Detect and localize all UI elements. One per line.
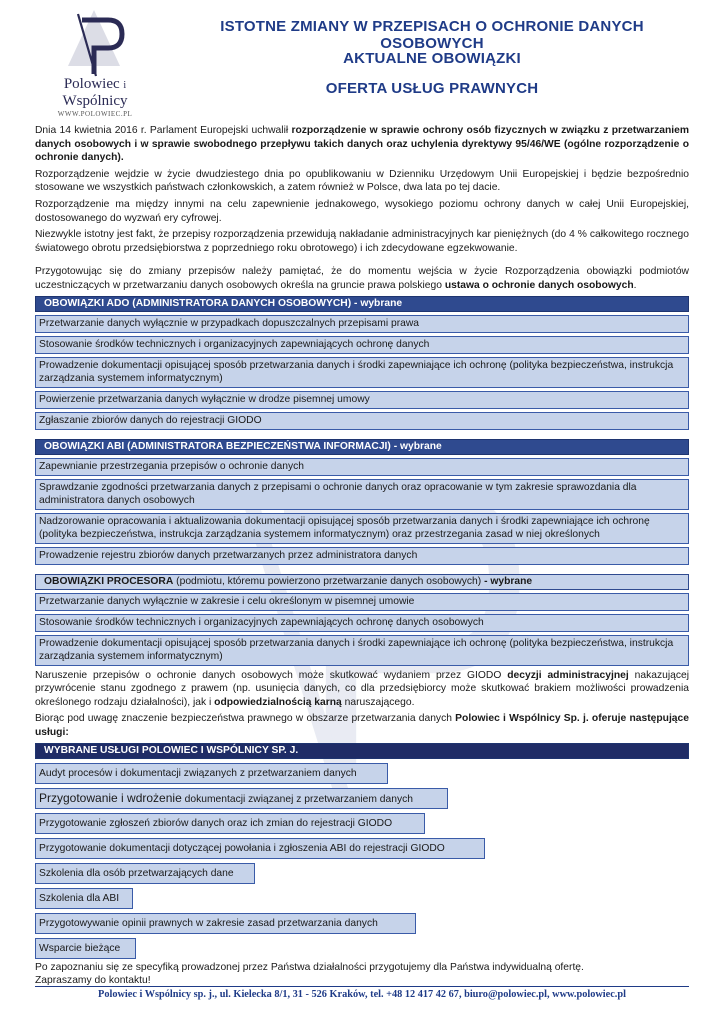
offer-intro-paragraph: Biorąc pod uwagę znaczenie bezpieczeństwa prawnego w obszarze przetwarzania danych Polowiec i Wspólnicy Sp. j. oferuje następujące usługi: <box>35 713 689 738</box>
intro-paragraph-2: Rozporządzenie wejdzie w życie dwudziestego dnia po opublikowaniu w Dzienniku Urzędowym Unii Europejskiej i będzie bezpośrednio stosowane we wszystkich państwach członkowskich, a zatem również w Polsce, dwa lata po tej dacie. <box>35 168 689 194</box>
logo-brand-text: Polowiec i Wspólnicy <box>62 76 128 109</box>
intro-paragraph-4: Niezwykle istotny jest fakt, że przepisy rozporządzenia przewidują nakładanie administracyjnych kar pieniężnych (do 4 % całkowitego rocznego światowego obrotu przedsiębiorstwa z poprzedniego roku obrotowego) i ich zdecydowane egzekwowanie. <box>35 229 689 254</box>
abi-header: OBOWIĄZKI ABI (ADMINISTRATORA BEZPIECZEŃSTWA INFORMACJI) - wybrane <box>35 439 689 455</box>
intro-paragraph-3: Rozporządzenie ma między innymi na celu zapewnienie jednakowego, wysokiego poziomu ochrony danych w całej Unii Europejskiej, dostosowanego do wyzwań ery cyfrowej. <box>35 198 689 224</box>
document-body <box>35 124 689 991</box>
logo-p-mark-icon <box>58 8 132 78</box>
subtitle-obligations: AKTUALNE OBOWIĄZKI <box>343 50 521 67</box>
service-item: Przygotowanie dokumentacji dotyczącej powołania i zgłoszenia ABI do rejestracji GIODO <box>35 838 485 859</box>
subtitle-offer: OFERTA USŁUG PRAWNYCH <box>325 80 539 97</box>
procesor-item: Przetwarzanie danych wyłącznie w zakresie i celu określonym w pisemnej umowie <box>35 593 689 611</box>
service-item: Przygotowanie i wdrożenie dokumentacji związanej z przetwarzaniem danych <box>35 788 448 809</box>
closing-invitation: Zapraszamy do kontaktu! <box>35 975 151 987</box>
service-item: Audyt procesów i dokumentacji związanych z przetwarzaniem danych <box>35 763 388 784</box>
procesor-header: OBOWIĄZKI PROCESORA (podmiotu, któremu powierzono przetwarzanie danych osobowych) - wybrane <box>35 574 689 590</box>
services-header: WYBRANE USŁUGI POLOWIEC I WSPÓLNICY SP. J. <box>35 743 689 759</box>
footer-divider <box>35 986 689 987</box>
closing-paragraph: Po zapoznaniu się ze specyfiką prowadzonej przez Państwa działalności przygotujemy dla Państwa indywidualną ofertę. <box>35 961 584 973</box>
abi-item: Nadzorowanie opracowania i aktualizowania dokumentacji opisującej sposób przetwarzania danych i środki zapewniające ich ochronę (polityka bezpieczeństwa, instrukcja zarządzania systemem informatycznym) oraz przestrzegania zasad w niej określonych <box>35 513 689 544</box>
company-logo[interactable] <box>30 8 160 118</box>
intro-paragraph-1: Dnia 14 kwietnia 2016 r. Parlament Europejski uchwalił rozporządzenie w sprawie ochrony osób fizycznych w związku z przetwarzaniem danych osobowych i w sprawie swobodnego przepływu takich danych oraz uchylenia dyrektywy 95/46/WE (ogólne rozporządzenie o ochronie danych). <box>35 125 689 164</box>
ado-item: Przetwarzanie danych wyłącznie w przypadkach dopuszczalnych przepisami prawa <box>35 315 689 333</box>
service-item: Szkolenia dla ABI <box>35 888 133 909</box>
service-item: Przygotowanie zgłoszeń zbiorów danych oraz ich zmian do rejestracji GIODO <box>35 813 425 834</box>
abi-item: Prowadzenie rejestru zbiorów danych przetwarzanych przez administratora danych <box>35 547 689 565</box>
abi-item: Zapewnianie przestrzegania przepisów o ochronie danych <box>35 458 689 476</box>
service-item: Przygotowywanie opinii prawnych w zakresie zasad przetwarzania danych <box>35 913 416 934</box>
consequences-paragraph: Naruszenie przepisów o ochronie danych osobowych może skutkować wydaniem przez GIODO decyzji administracyjnej nakazującej przywrócenie stanu zgodnego z prawem (np. usunięcia danych, co dla przedsiębiorcy może skutkować brakiem możliwości prowadzenia określonego rodzaju działalności), jak i odpowiedzialnością karną naruszającego. <box>35 669 689 708</box>
intro-paragraph-5: Przygotowując się do zmiany przepisów należy pamiętać, że do momentu wejścia w życie Rozporządzenia obowiązki podmiotów uczestniczących w przetwarzaniu danych osobowych określa na gruncie prawa polskiego ustawa o ochronie danych osobowych. <box>35 266 689 291</box>
footer-contact[interactable]: Polowiec i Wspólnicy sp. j., ul. Kielecka 8/1, 31 - 526 Kraków, tel. +48 12 417 42 67, biuro@polowiec.pl, www.polowiec.pl <box>98 989 626 1000</box>
main-title: ISTOTNE ZMIANY W PRZEPISACH O OCHRONIE DANYCH OSOBOWYCH <box>220 18 644 52</box>
ado-item: Zgłaszanie zbiorów danych do rejestracji GIODO <box>35 412 689 430</box>
abi-item: Sprawdzanie zgodności przetwarzania danych z przepisami o ochronie danych oraz opracowanie w tym zakresie sprawozdania dla administratora danych osobowych <box>35 479 689 510</box>
service-item: Szkolenia dla osób przetwarzających dane <box>35 863 255 884</box>
logo-url: WWW.POLOWIEC.PL <box>57 110 133 118</box>
ado-header: OBOWIĄZKI ADO (ADMINISTRATORA DANYCH OSOBOWYCH) - wybrane <box>35 296 689 312</box>
procesor-item: Stosowanie środków technicznych i organizacyjnych zapewniających ochronę danych osobowych <box>35 614 689 632</box>
ado-item: Powierzenie przetwarzania danych wyłącznie w drodze pisemnej umowy <box>35 391 689 409</box>
ado-item: Prowadzenie dokumentacji opisującej sposób przetwarzania danych i środki zapewniające ich ochronę (polityka bezpieczeństwa, instrukcja zarządzania systemem informatycznym) <box>35 357 689 388</box>
procesor-item: Prowadzenie dokumentacji opisującej sposób przetwarzania danych i środki zapewniające ich ochronę (polityka bezpieczeństwa, instrukcja zarządzania systemem informatycznym) <box>35 635 689 666</box>
service-item: Wsparcie bieżące <box>35 938 136 959</box>
ado-item: Stosowanie środków technicznych i organizacyjnych zapewniających ochronę danych <box>35 336 689 354</box>
